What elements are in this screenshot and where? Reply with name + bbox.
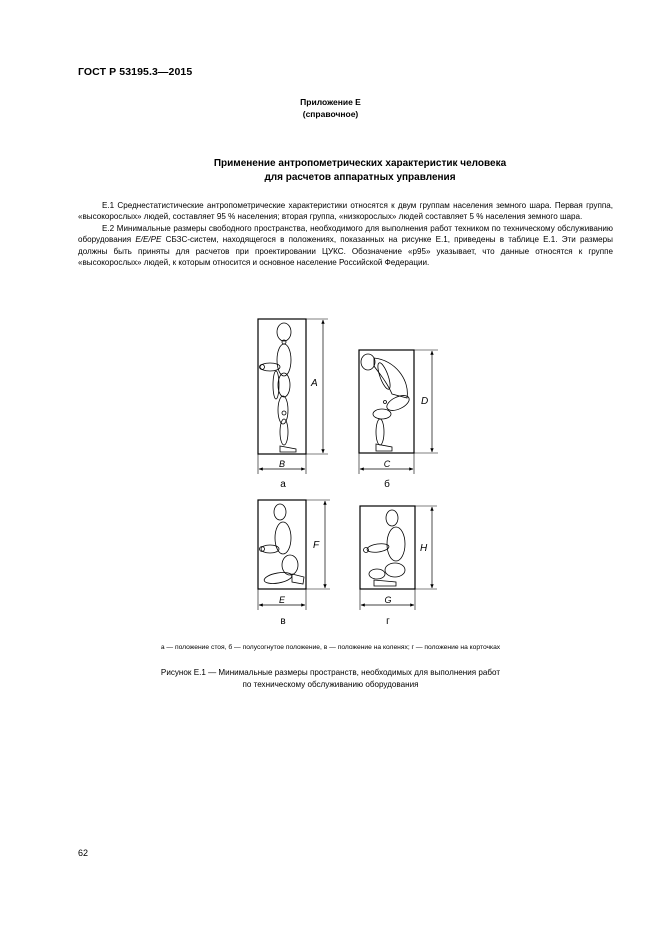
panel-a-drawing <box>258 319 328 474</box>
figure-legend: а — положение стоя, б — полусогнутое положение, в — положение на коленях; г — положение на корточках <box>160 644 501 651</box>
section-title-line2: для расчетов аппаратных управления <box>264 172 456 183</box>
paragraph-e2-start: Е.2 Минимальные размеры свободного пространства, необходимого для выполнения работ техником по техническому обслуживанию оборудования <box>78 223 613 245</box>
appendix-subtitle: (справочное) <box>302 109 359 119</box>
panel-letter-b: б <box>384 479 390 490</box>
page-number: 62 <box>78 848 89 858</box>
panel-letter-v: в <box>280 616 286 627</box>
standing-figure <box>260 323 297 452</box>
bent-figure <box>361 354 411 451</box>
dimension-label-d: D <box>421 396 429 407</box>
dimension-label-f: F <box>313 540 320 551</box>
paragraph-e2-italic: E/E/PE <box>135 235 162 245</box>
paragraph-e2-end: СБЗС-систем, находящегося в положениях, показанных на рисунке Е.1, приведены в таблице Е.1. Эти размеры должны быть приняты для расчетов при проектировании ЦУКС. Обозначение «р95» указывает, что данные относятся к группе «высокорослых» людей, к которым относится и основное население Российской Федерации. <box>78 235 613 268</box>
dimension-label-g: G <box>384 595 392 605</box>
figure-caption-line2: по техническому обслуживанию оборудования <box>242 680 419 689</box>
dimension-label-a: A <box>311 378 318 389</box>
paragraph-e1: Е.1 Среднестатистические антропометрические характеристики относятся к двум группам населения земного шара. Первая группа, «высокорослых» людей, составляет 95 % населения; вторая группа, «низкорослых» людей составляет 5 % населения земного шара. <box>78 201 613 222</box>
panel-v-drawing <box>258 500 330 610</box>
panel-letter-a: а <box>280 479 286 490</box>
dimension-label-c: C <box>383 459 391 469</box>
appendix-title: Приложение Е <box>300 97 361 107</box>
document-code: ГОСТ Р 53195.3—2015 <box>78 66 193 78</box>
dimension-label-b: B <box>278 459 285 469</box>
dimension-label-h: H <box>420 543 428 554</box>
panel-letter-g: г <box>386 616 390 627</box>
section-title-line1: Применение антропометрических характеристик человека <box>213 158 507 169</box>
kneeling-figure <box>260 504 305 585</box>
dimension-label-e: E <box>278 595 285 605</box>
panel-b-drawing <box>359 350 438 474</box>
figure-caption-line1: Рисунок Е.1 — Минимальные размеры пространств, необходимых для выполнения работ <box>160 668 501 677</box>
squatting-figure <box>364 510 406 586</box>
